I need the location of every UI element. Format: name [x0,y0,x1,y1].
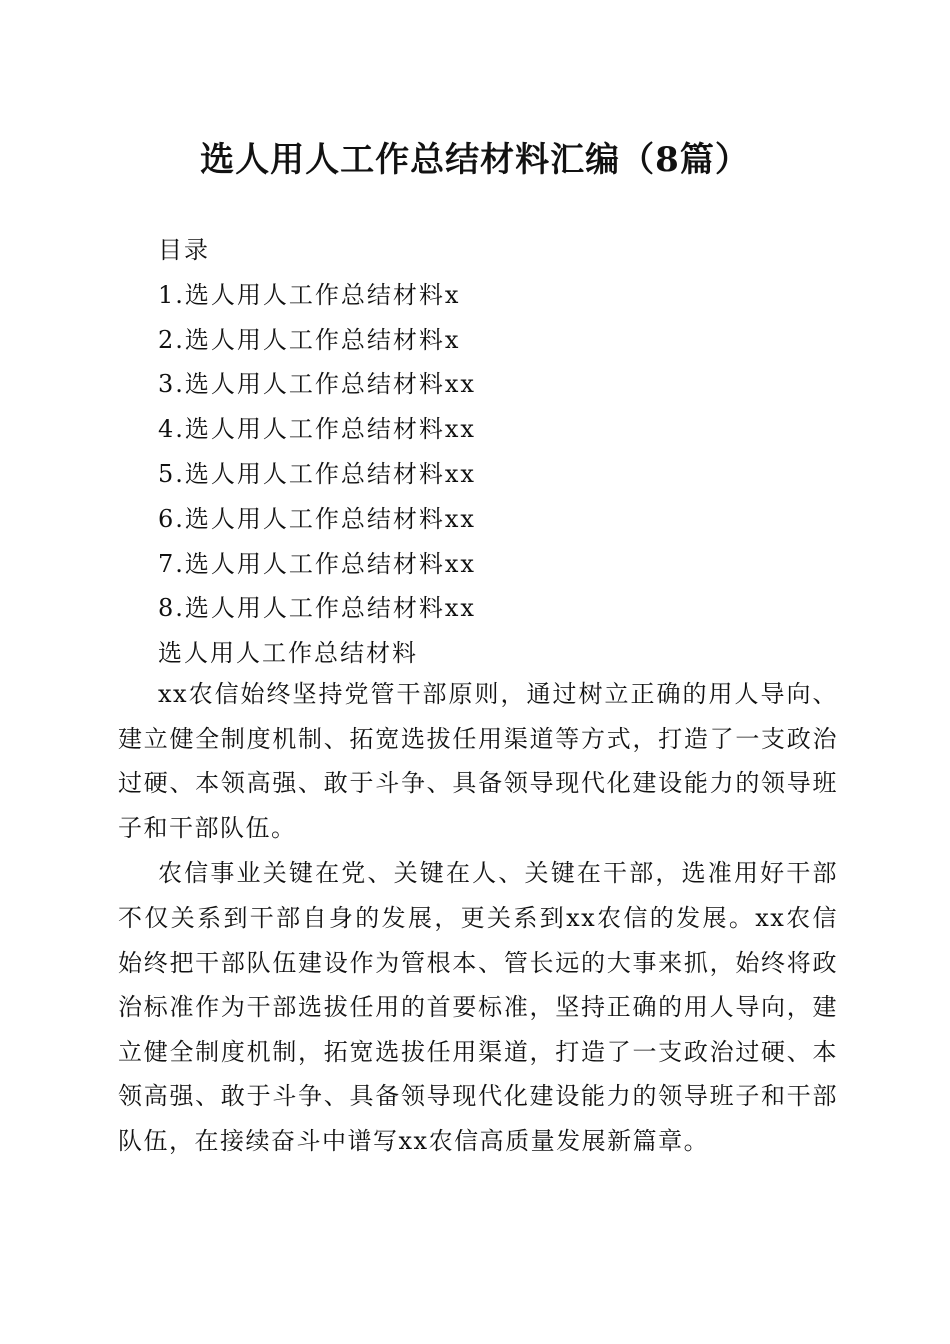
toc-item: 1.选人用人工作总结材料x [158,280,461,309]
toc-heading: 目录 [158,236,210,264]
table-of-contents [158,228,858,676]
paragraph: xx农信始终坚持党管干部原则，通过树立正确的用人导向、建立健全制度机制、拓宽选拔任用渠道等方式，打造了一支政治过硬、本领高强、敢于斗争、具备领导现代化建设能力的领导班子和干部队伍。 [118,680,838,842]
toc-item: 2.选人用人工作总结材料x [158,325,461,354]
toc-item: 8.选人用人工作总结材料xx [158,594,476,623]
toc-item: 5.选人用人工作总结材料xx [158,459,476,488]
toc-item: 6.选人用人工作总结材料xx [158,504,476,533]
toc-item: 4.选人用人工作总结材料xx [158,415,476,444]
section-title: 选人用人工作总结材料 [158,639,418,668]
toc-item: 7.选人用人工作总结材料xx [158,549,476,578]
toc-item: 3.选人用人工作总结材料xx [158,370,476,399]
paragraph: 农信事业关键在党、关键在人、关键在干部，选准用好干部不仅关系到干部自身的发展，更关系到xx农信的发展。xx农信始终把干部队伍建设作为管根本、管长远的大事来抓，始终将政治标准作为干部选拔任用的首要标准，坚持正确的用人导向，建立健全制度机制，拓宽选拔任用渠道，打造了一支政治过硬、本领高强、敢于斗争、具备领导现代化建设能力的领导班子和干部队伍，在接续奋斗中谱写xx农信高质量发展新篇章。 [118,859,838,1155]
document-title: 选人用人工作总结材料汇编（8篇） [200,140,750,180]
body-text [118,672,838,1164]
